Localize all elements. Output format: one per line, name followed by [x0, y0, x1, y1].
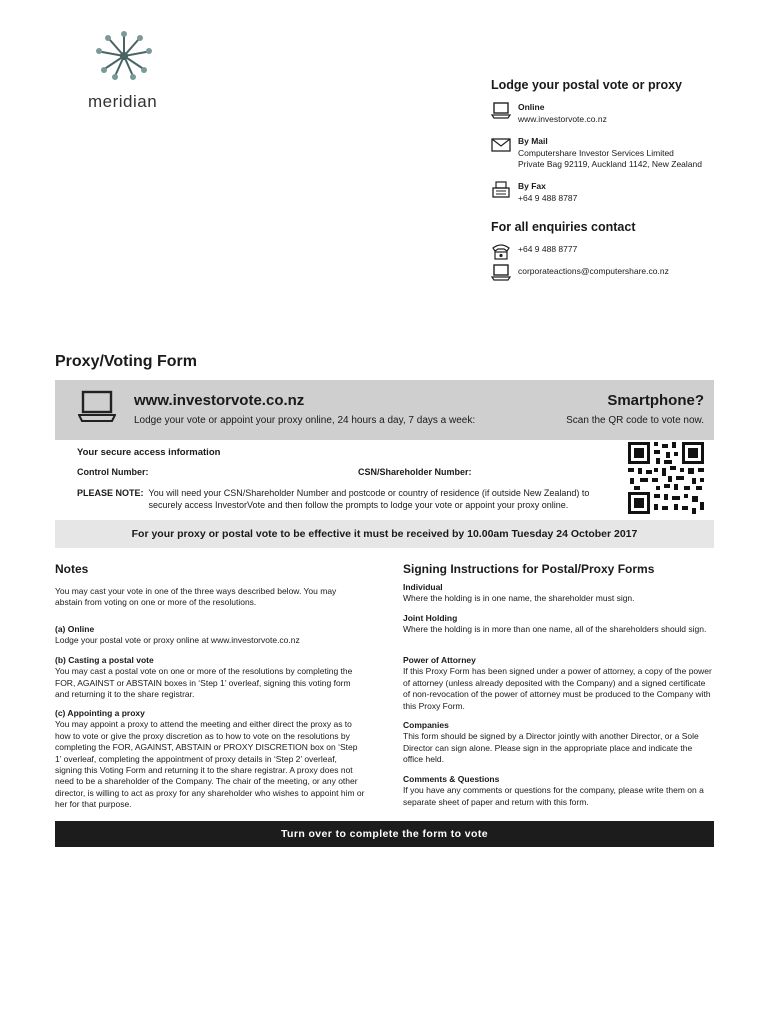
notes-postal-heading: (b) Casting a postal vote [55, 655, 154, 665]
deadline-banner: For your proxy or postal vote to be effective it must be received by 10.00am Tuesday 24 October 2017 [131, 528, 638, 540]
email-link[interactable]: corporateactions@computershare.co.nz [518, 266, 669, 276]
signing-comments [403, 774, 713, 808]
please-note-label: PLEASE NOTE: [77, 488, 144, 498]
signing-heading: Signing Instructions for Postal/Proxy Forms [403, 562, 655, 576]
scan-qr-text: Scan the QR code to vote now. [566, 415, 704, 426]
joint-heading: Joint Holding [403, 613, 458, 623]
notes-proxy-text: You may appoint a proxy to attend the meeting and either direct the proxy as to how to vote or give the proxy discretion as to how to vote on the resolutions by completing the FOR, AGAINST, ABSTAIN or PROXY DISCRETION box on ‘Step 1’ overleaf, completing the appointment of proxy details in ‘Step 2’ overleaf, signing this Voting Form and returning it to the share registrar. A proxy does not need to be a shareholder of the Company. The chair of the meeting, or any other director, is willing to act as proxy for any shareholder who wishes to appoint him or her for that purpose. [55, 719, 365, 810]
fax-value: +64 9 488 8787 [518, 192, 578, 203]
notes-heading: Notes [55, 562, 89, 576]
control-number-label: Control Number: [77, 467, 149, 477]
poa-heading: Power of Attorney [403, 655, 476, 665]
computer-icon [491, 102, 511, 120]
investorvote-url-link[interactable]: www.investorvote.co.nz [134, 392, 305, 409]
contact-email [491, 264, 669, 282]
qr-code-icon[interactable] [626, 440, 706, 516]
companies-text: This form should be signed by a Director jointly with another Director, or a Sole Director can sign alone. Please sign in the appropriate place and indicate the office held. [403, 731, 699, 765]
contact-phone [491, 243, 577, 261]
logo-wordmark: meridian [88, 92, 158, 111]
mail-label: By Mail [518, 136, 548, 146]
form-title: Proxy/Voting Form [55, 353, 197, 370]
please-note [77, 488, 624, 511]
computer-icon [78, 390, 116, 424]
signing-poa [403, 655, 713, 712]
online-url-link[interactable]: www.investorvote.co.nz [518, 113, 607, 124]
fax-icon [491, 181, 511, 199]
online-band [55, 380, 714, 440]
signing-joint [403, 613, 713, 636]
fax-label: By Fax [518, 181, 546, 191]
notes-online [55, 624, 365, 647]
computer-icon [491, 264, 511, 282]
companies-heading: Companies [403, 720, 449, 730]
notes-online-heading: (a) Online [55, 624, 95, 634]
please-note-text: You will need your CSN/Shareholder Number and postcode or country of residence (if outside New Zealand) to securely access InvestorVote and then follow the prompts to lodge your vote or appoint your proxy online. [148, 488, 590, 510]
mail-line1: Computershare Investor Services Limited [518, 147, 674, 158]
phone-value: +64 9 488 8777 [518, 244, 578, 254]
envelope-icon [491, 136, 511, 154]
notes-proxy [55, 708, 365, 811]
telephone-icon [491, 243, 511, 261]
comments-text: If you have any comments or questions for the company, please write them on a separate sheet of paper and return with this form. [403, 785, 704, 807]
signing-individual [403, 582, 713, 605]
notes-online-text: Lodge your postal vote or proxy online at www.investorvote.co.nz [55, 635, 300, 646]
mail-line2: Private Bag 92119, Auckland 1142, New Zealand [518, 159, 702, 169]
csn-number-label: CSN/Shareholder Number: [358, 467, 472, 477]
individual-text: Where the holding is in one name, the shareholder must sign. [403, 593, 635, 604]
contact-fax [491, 181, 577, 204]
notes-postal [55, 655, 365, 701]
notes-postal-text: You may cast a postal vote on one or more of the resolutions by completing the FOR, AGAINST or ABSTAIN boxes in ‘Step 1’ overleaf, signing this voting form and returning it to the share registrar. [55, 666, 353, 700]
online-label: Online [518, 102, 545, 112]
comments-heading: Comments & Questions [403, 774, 500, 784]
notes-intro: You may cast your vote in one of the three ways described below. You may abstain from voting on one or more of the resolutions. [55, 586, 337, 608]
contact-online [491, 102, 607, 125]
enquiries-heading: For all enquiries contact [491, 220, 636, 234]
individual-heading: Individual [403, 582, 443, 592]
notes-proxy-heading: (c) Appointing a proxy [55, 708, 145, 718]
turn-over-banner: Turn over to complete the form to vote [55, 821, 714, 847]
lodge-heading: Lodge your postal vote or proxy [491, 78, 682, 92]
contact-mail [491, 136, 702, 171]
joint-text: Where the holding is in more than one name, all of the shareholders should sign. [403, 624, 707, 635]
smartphone-heading: Smartphone? [607, 392, 704, 409]
secure-access-heading: Your secure access information [77, 447, 221, 458]
signing-companies [403, 720, 713, 766]
poa-text: If this Proxy Form has been signed under a power of attorney, a copy of the power of attorney (unless already deposited with the Company) and a signed certificate of non-revocation of the power of attorney must be produced to the Company with this Proxy Form. [403, 666, 712, 711]
lodge-online-text: Lodge your vote or appoint your proxy online, 24 hours a day, 7 days a week: [134, 415, 476, 426]
